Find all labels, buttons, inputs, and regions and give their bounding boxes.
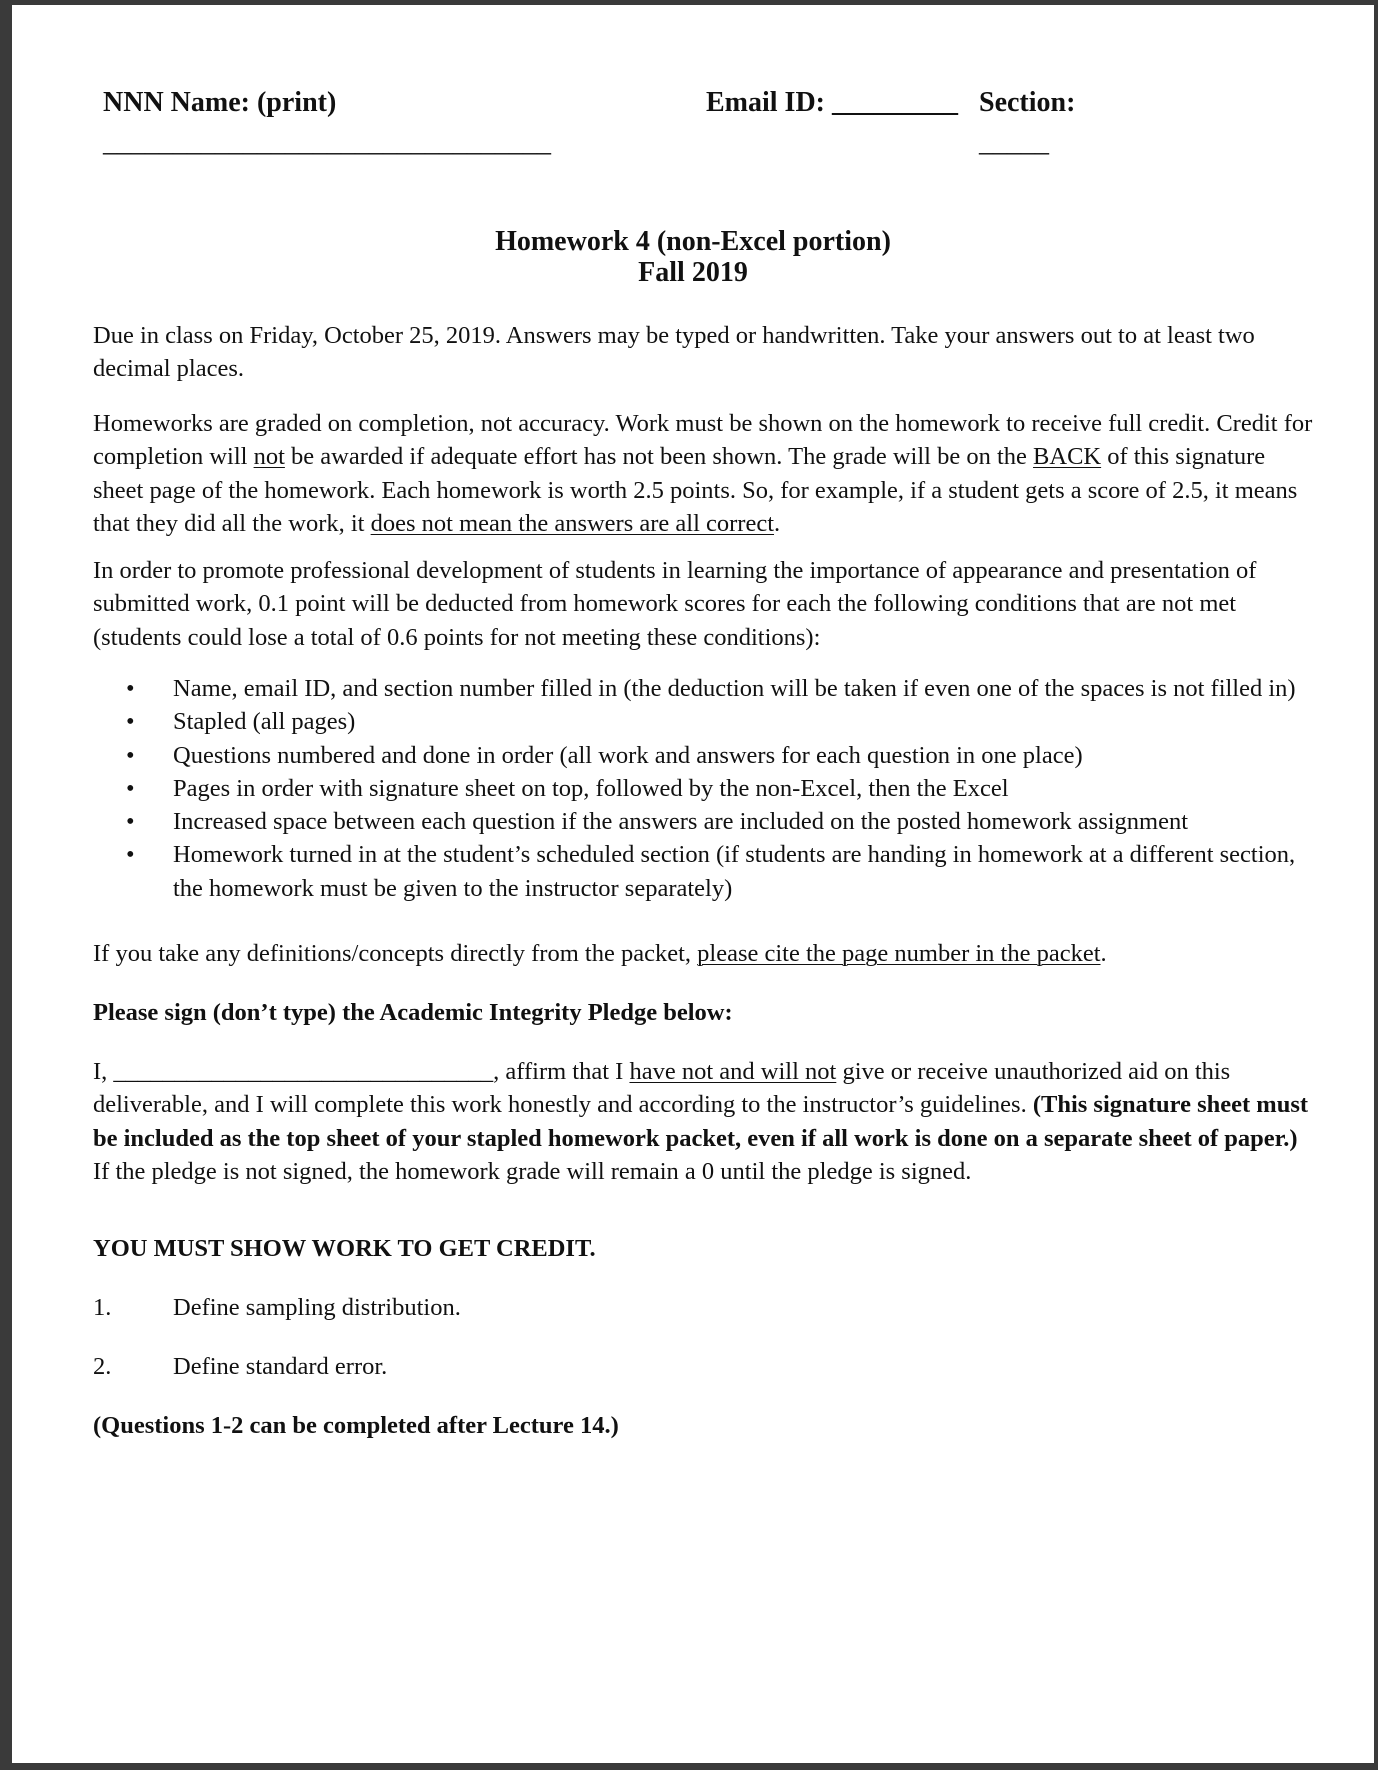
show-work-heading: YOU MUST SHOW WORK TO GET CREDIT. [93,1235,596,1262]
grading-emphasis-not: not [253,443,285,471]
list-item [93,739,1313,772]
question-row [93,1291,461,1324]
name-blank: ________________________________ [103,127,551,158]
document-page [12,5,1374,1763]
conditions-text: In order to promote professional development of students in learning the importance of appearance and presentation of submitted work, 0.1 point will be deducted from homework scores for each the following conditions that are not met (students could lose a total of 0.6 points for not meeting these conditions): [93,557,1257,651]
grading-paragraph [93,407,1313,540]
grading-text-3: of this signature sheet page of the homework. Each homework is worth 2.5 points. So, for example, if a student gets a score of 2.5, it means that they did all the work, it [93,443,1298,537]
list-item [93,672,1313,705]
question-text: Define standard error. [173,1353,388,1380]
due-text: Due in class on Friday, October 25, 2019. Answers may be typed or handwritten. Take your answers out to at least two decimal places. [93,322,1255,383]
list-item [93,838,1313,905]
question-number: 2. [93,1353,112,1380]
list-item-text: Stapled (all pages) [173,708,356,736]
homework-title: Homework 4 (non-Excel portion) [495,226,891,257]
cite-text-1: If you take any definitions/concepts directly from the packet, [93,940,698,967]
list-item-text: Pages in order with signature sheet on top, followed by the non-Excel, then the Excel [173,774,1009,802]
list-item-text: Questions numbered and done in order (all work and answers for each question in one place) [173,741,1083,769]
bullet-icon: • [126,841,135,869]
list-item-text: Increased space between each question if the answers are included on the posted homework assignment [173,808,1189,836]
pledge-heading: Please sign (don’t type) the Academic Integrity Pledge below: [93,999,733,1026]
section-label: Section: [979,87,1076,118]
pledge-paragraph [93,1055,1313,1188]
list-item-text: Homework turned in at the student’s scheduled section (if students are handing in homework at a different section, the homework must be given to the instructor separately) [173,841,1296,902]
lecture-note: (Questions 1-2 can be completed after Lecture 14.) [93,1412,619,1439]
bullet-icon: • [126,741,135,769]
list-item [93,772,1313,805]
due-paragraph [93,319,1313,386]
grading-text-2: be awarded if adequate effort has not been shown. The grade will be on the [284,443,1034,471]
pledge-text-3: If the pledge is not signed, the homework grade will remain a 0 until the pledge is signed. [93,1157,972,1185]
list-item-text: Name, email ID, and section number filled in (the deduction will be taken if even one of the spaces is not filled in) [173,675,1296,702]
grading-text-4: . [774,509,781,537]
term-title: Fall 2019 [638,257,748,288]
bullet-icon: • [126,675,135,702]
bullet-icon: • [126,708,135,736]
list-item [93,705,1313,738]
cite-emphasis: please cite the page number in the packet [697,940,1101,967]
name-label: NNN Name: (print) [103,87,337,118]
grading-text-1: Homeworks are graded on completion, not accuracy. Work must be shown on the homework to receive full credit. Credit for completion will [93,410,1313,471]
cite-paragraph [93,937,1313,970]
grading-emphasis-correct: does not mean the answers are all correct [370,509,775,537]
pledge-text-2: give or receive unauthorized aid on this deliverable, and I will complete this work honestly and according to the instructor’s guidelines. [93,1058,1231,1119]
conditions-list [93,672,1313,905]
question-number: 1. [93,1294,112,1321]
question-row [93,1350,387,1383]
pledge-text-1: I, _______________________________, affirm that I [93,1058,630,1085]
question-text: Define sampling distribution. [173,1294,461,1321]
cite-text-2: . [1100,940,1107,967]
section-blank: _____ [979,127,1049,158]
conditions-paragraph [93,554,1313,654]
pledge-emphasis: have not and will not [629,1058,837,1085]
bullet-icon: • [126,774,135,802]
bullet-icon: • [126,808,135,836]
email-label: Email ID: _________ [706,87,958,118]
pledge-bold-note: (This signature sheet must be included as the top sheet of your stapled homework packet, even if all work is done on a separate sheet of paper.) [93,1091,1309,1152]
grading-emphasis-back: BACK [1033,443,1102,471]
list-item [93,805,1313,838]
